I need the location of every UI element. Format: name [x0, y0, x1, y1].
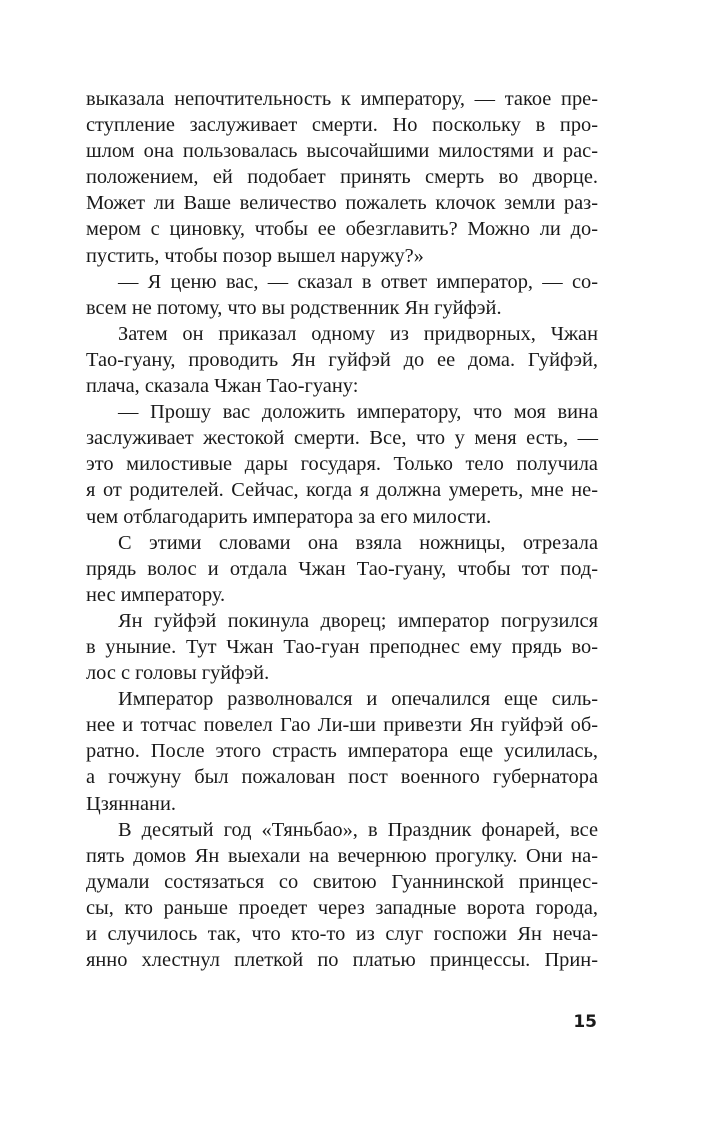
text-line: это милостивые дары государя. Только тело получила: [86, 453, 598, 476]
text-line: — Прошу вас доложить императору, что моя вина: [118, 401, 598, 424]
body-text: [86, 86, 598, 973]
text-line: плача, сказала Чжан Тао-гуану:: [86, 375, 359, 398]
text-line: заслуживает жестокой смерти. Все, что у меня есть, —: [86, 427, 598, 450]
text-line: ступление заслуживает смерти. Но поскольку в про-: [86, 114, 598, 137]
text-line: Император разволновался и опечалился еще силь-: [118, 688, 598, 711]
text-line: чем отблагодарить императора за его милости.: [86, 505, 492, 528]
text-line: сы, кто раньше проедет через западные ворота города,: [86, 896, 598, 919]
text-line: лос с головы гуйфэй.: [86, 662, 270, 685]
text-line: а гочжуну был пожалован пост военного губернатора: [86, 766, 598, 789]
text-line: ратно. После этого страсть императора еще усилилась,: [86, 740, 598, 763]
text-line: пять домов Ян выехали на вечернюю прогулку. Они на-: [86, 844, 598, 867]
text-line: пустить, чтобы позор вышел наружу?»: [86, 244, 424, 267]
text-line: Может ли Ваше величество пожалеть клочок земли раз-: [86, 192, 598, 215]
text-line: — Я ценю вас, — сказал в ответ император, — со-: [118, 270, 598, 293]
text-line: выказала непочтительность к императору, — такое пре-: [86, 88, 598, 110]
text-line: Цзяннани.: [86, 792, 176, 815]
text-line: всем не потому, что вы родственник Ян гуйфэй.: [86, 296, 502, 319]
text-line: мером с циновку, чтобы ее обезглавить? Можно ли до-: [86, 218, 598, 241]
page-number: 15: [573, 1012, 597, 1032]
text-line: и случилось так, что кто-то из слуг госпожи Ян неча-: [86, 923, 598, 945]
text-line: С этими словами она взяла ножницы, отрезала: [118, 531, 598, 554]
text-line: в уныние. Тут Чжан Тао-гуан преподнес ему прядь во-: [86, 635, 598, 658]
text-line: прядь волос и отдала Чжан Тао-гуану, чтобы тот под-: [86, 557, 598, 580]
text-line: думали состязаться со свитою Гуаннинской принцес-: [86, 870, 598, 893]
text-line: Ян гуйфэй покинула дворец; император погрузился: [118, 609, 598, 632]
text-line: нее и тотчас повелел Гао Ли-ши привезти Ян гуйфэй об-: [86, 714, 598, 737]
text-line: шлом она пользовалась высочайшими милостями и рас-: [86, 140, 598, 163]
text-line: янно хлестнул плеткой по платью принцессы. Прин-: [86, 949, 598, 972]
text-line: Затем он приказал одному из придворных, Чжан: [118, 322, 598, 345]
text-line: нес императору.: [86, 583, 226, 606]
text-line: В десятый год «Тяньбао», в Праздник фонарей, все: [118, 818, 598, 841]
text-line: Тао-гуану, проводить Ян гуйфэй до ее дома. Гуйфэй,: [86, 348, 598, 371]
text-line: положением, ей подобает принять смерть во дворце.: [86, 166, 598, 189]
text-line: я от родителей. Сейчас, когда я должна умереть, мне не-: [86, 479, 598, 502]
